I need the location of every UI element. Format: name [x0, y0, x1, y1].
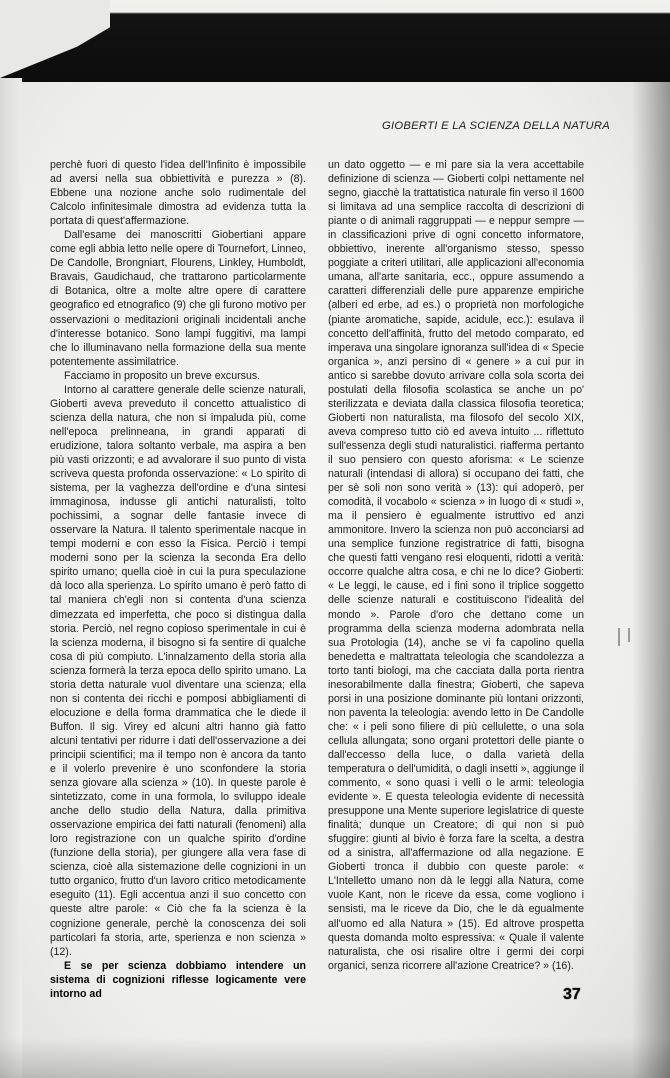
running-head: GIOBERTI E LA SCIENZA DELLA NATURA	[382, 120, 610, 132]
paragraph: E se per scienza dobbiamo intendere un sistema di cognizioni riflesse logicamente vere intorno ad	[50, 959, 306, 1000]
scan-shadow	[0, 1038, 670, 1078]
margin-mark	[618, 628, 620, 646]
left-column	[50, 158, 306, 1001]
paragraph: Dall'esame dei manoscritti Giobertiani appare come egli abbia letto nelle opere di Tournefort, Linneo, De Candolle, Brongniart, Flourens, Linkley, Humboldt, Bravais, Gaudichaud, che trattarono particolarmente di Botanica, oltre a molte altre opere di carattere geografico ed etnografico (9) che gli furono motivo per osservazioni o meditazioni originali incidentali anche d'interesse botanico. Sono lampi fuggitivi, ma lampi che lo illuminavano nella formazione della sua mente potentemente assimilatrice.	[50, 229, 306, 368]
paragraph: Facciamo in proposito un breve excursus.	[64, 369, 261, 382]
scan-shadow	[632, 82, 670, 1078]
page-edge	[0, 78, 22, 1078]
paragraph: perchè fuori di questo l'idea dell'Infinito è impossibile ad aversi nella sua obbiettività e purezza » (8). Ebbene una nozione anche solo rudimentale del Calcolo infinitesimale dimostra ad evidenza tutta la portata di quest'affermazione.	[50, 159, 306, 228]
paragraph: un dato oggetto — e mi pare sia la vera accettabile definizione di scienza — Gioberti colpì nettamente nel segno, giacchè la trattatistica naturale fin verso il 1600 si limitava ad una semplice raccolta di descrizioni di piante o di animali raggruppati — e neppur sempre — in classificazioni prive di ogni concetto informatore, obbiettivo, inerente all'organismo stesso, spesso poggiate a criteri utilitari, alle applicazioni all'economia umana, all'arte sanitaria, ecc., oppure assumendo a caratteri differenziali delle pure apparenze empiriche (alberi ed erbe, ad es.) o proprietà non morfologiche (piante aromatiche, sapide, acidule, ecc.): esulava il concetto dell'affinità, frutto del metodo comparato, ed imperava una singolare ignoranza sull'idea di « Specie organica », anzi persino di « genere » a cui pur in antico si sarebbe dovuto arrivare colla sola scorta dei postulati della filosofia scolastica se anche un po' sterilizzata e deviata dalla classica filosofia teoretica; Gioberti non naturalista, ma filosofo del secolo XIX, aveva compreso tutto ciò ed aveva intuito ... riflettuto sull'essenza degli studi naturalistici. riafferma pertanto il suo pensiero con questo aforisma: « Le scienze naturali (intendasi di allora) si occupano dei fatti, che per sè soli non sono verità » (13): qui adoperò, per comodità, il vocabolo « scienza » in luogo di « studi », ma il pensiero è egualmente istruttivo ed anzi ammonitore. Invero la scienza non può acconciarsi ad una semplice funzione registratrice di fatti, bisogna che questi fatti vengano resi eloquenti, ridotti a verità: occorre qualche altra cosa, e chi ne lo dice? Gioberti: « Le leggi, le cause, ed i fini sono il triplice soggetto delle scienze naturali e costituiscono l'idealità del mondo ». Parole d'oro che dettano come un programma della scienza moderna adombrata nella sua Protologia (14), anche se vi fa capolino quella benedetta e maltrattata teleologia che scandolezza a torto tanti biologi, ma che cacciata dalla porta rientra inesorabilmente dalla finestra; Gioberti, che sapeva porsi in una posizione dominante più lontani orizzonti, non paventa la teleologia: avendo letto in De Candolle che: « i peli sono filiere di più cellulette, o una sola cellula allungata; sono organi protettori delle piante o dall'eccesso della luce, o dalla varietà della temperatura o dell'umidità, o dagli insetti », aggiunge il commento, « sono quasi i velli o le armi: teleologia evidente ». E questa teleologia evidente di necessità presuppone una Mente superiore legislatrice di queste finalità; dunque un Creatore; di qui non si può sfuggire: giunti al bivio è forza fare la scelta, a destra od a sinistra, all'affermazione od alla negazione. E Gioberti tronca il dubbio con queste parole: « L'Intelletto umano non dà le leggi alla Natura, come vuole Kant, non le riceve da essa, come vogliono i sensisti, ma le riceve da Dio, che le dà egualmente all'uomo ed alla Natura » (15). Ed altrove prospetta questa domanda molto espressiva: « Quale il valente naturalista, che osi risalire oltre i germi dei corpi organici, senza ricorrere all'azione Creatrice? » (16).	[328, 159, 584, 972]
page-number: 37	[563, 986, 581, 1003]
margin-mark	[628, 628, 630, 642]
right-column	[328, 158, 584, 973]
paragraph: Intorno al carattere generale delle scienze naturali, Gioberti aveva preveduto il concetto attualistico di scienza della natura, che non si impaluda più, come nell'epoca prelinneana, in grandi apparati di erudizione, talora soltanto verbale, ma aspira a ben più vasti orizzonti; e ad avvalorare il suo punto di vista scriveva questa profonda osservazione: « Lo spirito di sistema, per la vaghezza dell'ordine e d'una sintesi immaginosa, indusse gli antichi naturalisti, tolto pochissimi, a sognar delle fantasie invece di osservare la Natura. Il talento sperimentale nacque in tempi moderni e con esso la Fisica. Perciò i tempi moderni sono per la scienza la seconda Era dello spirito umano; quella cioè in cui la pura speculazione dà loco alla sperienza. Lo spirito umano è però fatto di tal maniera ch'egli non si contenta d'una scienza dimezzata ed imperfetta, che poco si distingua dalla storia. Perciò, nel regno copioso sperimentale in cui è la scienza moderna, il bisogno si fa sentire di qualche cosa di più compiuto. L'innalzamento della storia alla scienza formerà la terza epoca dello spirito umano. La storia detta naturale vuol diventare una scienza; ella non si contenta dei ricchi e pomposi abbigliamenti di elocuzione e della forma drammatica che le diede il Buffon. Il sig. Virey ed alcuni altri hanno già fatto alcuni tentativi per ridurre i dati dell'osservazione a dei principii scientifici; ma il tempo non è ancora da tanto e il volerlo prevenire è uno sconfondere la storia senza giovare alla scienza » (10). In queste parole è sintetizzato, come in una formola, lo sviluppo ideale anche dello studio della Natura, dalla primitiva osservazione empirica dei fatti naturali (fenomeni) alla loro registrazione con un qualche spirito d'ordine (funzione della storia), per giungere alla vera fase di scienza, cioè alla sistemazione delle cognizioni in un tutto organico, frutto d'un lavoro critico metodicamente eseguito (11). Egli accentua anzi il suo concetto con queste altre parole: « Ciò che fa la scienza è la cognizione generale, perchè la conoscenza dei soli particolari fa storia, arte, sperienza e non scienza » (12).	[50, 383, 306, 958]
